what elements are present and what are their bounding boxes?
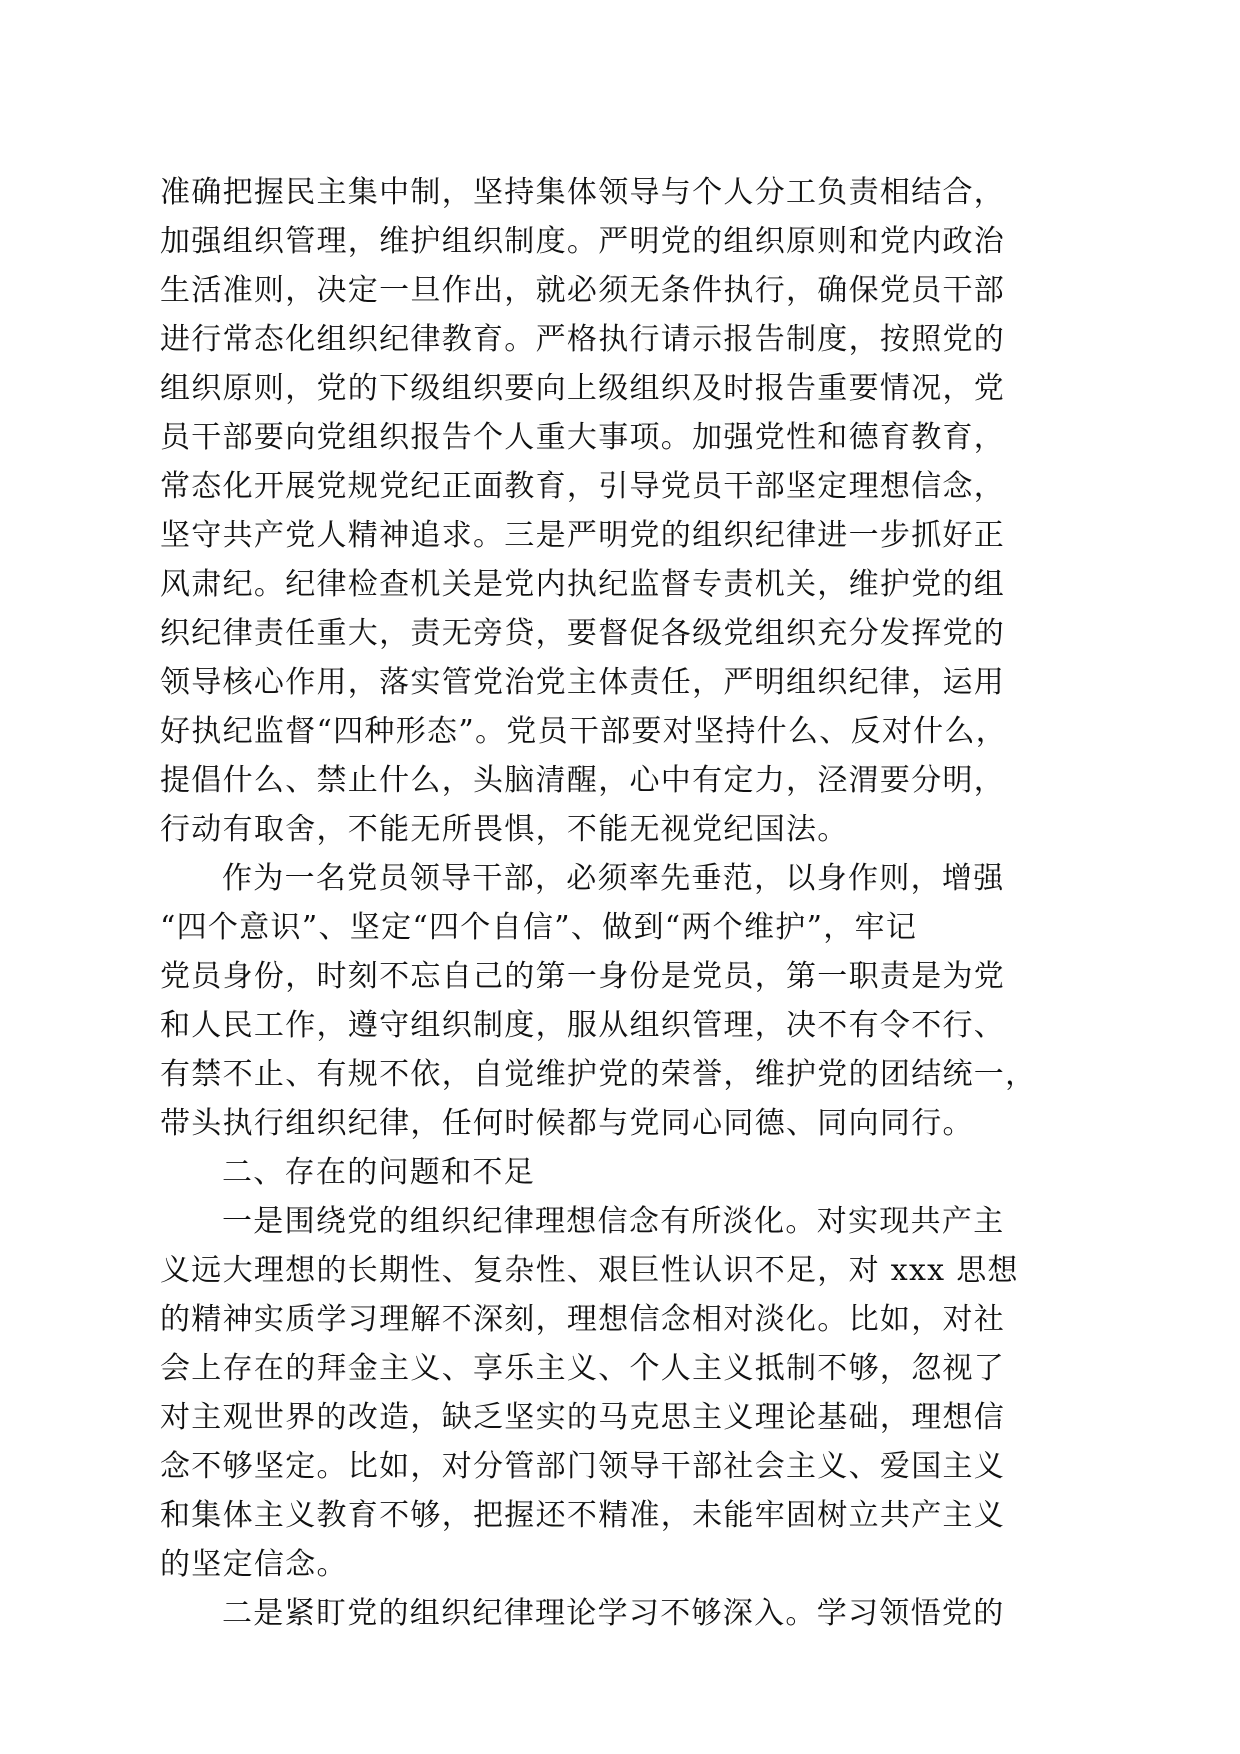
text-line: 带头执行组织纪律，任何时候都与党同心同德、同向同行。 [160,1106,974,1141]
text-line: 行动有取舍，不能无所畏惧，不能无视党纪国法。 [160,812,849,847]
paragraph-theory-study [160,1589,1080,1638]
text-line: 进行常态化组织纪律教育。严格执行请示报告制度，按照党的 [160,322,1006,357]
text-line: 的精神实质学习理解不深刻，理想信念相对淡化。比如，对社 [160,1302,1006,1337]
text-line: 有禁不止、有规不依，自觉维护党的荣誉，维护党的团结统一， [160,1057,1037,1092]
text-line: 准确把握民主集中制，坚持集体领导与个人分工负责相结合， [160,175,1006,210]
section-heading: 二、存在的问题和不足 [222,1155,535,1190]
text-line: 生活准则，决定一旦作出，就必须无条件执行，确保党员干部 [160,273,1006,308]
text-line: 和人民工作，遵守组织制度，服从组织管理，决不有令不行、 [160,1008,1006,1043]
document-body [160,168,1080,1638]
text-line: 会上存在的拜金主义、享乐主义、个人主义抵制不够，忽视了 [160,1351,1006,1386]
text-line: 组织原则，党的下级组织要向上级组织及时报告重要情况，党 [160,371,1006,406]
text-line: 的坚定信念。 [160,1547,348,1582]
text-line: 一是围绕党的组织纪律理想信念有所淡化。对实现共产主 [222,1204,1005,1239]
text-line: 常态化开展党规党纪正面教育，引导党员干部坚定理想信念， [160,469,1006,504]
text-line: 对主观世界的改造，缺乏坚实的马克思主义理论基础，理想信 [160,1400,1006,1435]
text-line: 加强组织管理，维护组织制度。严明党的组织原则和党内政治 [160,224,1006,259]
text-line: 和集体主义教育不够，把握还不精准，未能牢固树立共产主义 [160,1498,1006,1533]
text-line: 员干部要向党组织报告个人重大事项。加强党性和德育教育， [160,420,1006,455]
text-line: “四个意识”、坚定“四个自信”、做到“两个维护”，牢记 [160,910,918,945]
text-line: 坚守共产党人精神追求。三是严明党的组织纪律进一步抓好正 [160,518,1006,553]
paragraph-party-leader [160,854,1080,1148]
text-line: 作为一名党员领导干部，必须率先垂范，以身作则，增强 [222,861,1005,896]
text-line: 义远大理想的长期性、复杂性、艰巨性认识不足，对 xxx 思想 [160,1253,1019,1288]
text-line: 二是紧盯党的组织纪律理论学习不够深入。学习领悟党的 [222,1596,1005,1631]
text-line: 念不够坚定。比如，对分管部门领导干部社会主义、爱国主义 [160,1449,1006,1484]
text-line: 领导核心作用，落实管党治党主体责任，严明组织纪律，运用 [160,665,1006,700]
text-line: 风肃纪。纪律检查机关是党内执纪监督专责机关，维护党的组 [160,567,1006,602]
text-line: 提倡什么、禁止什么，头脑清醒，心中有定力，泾渭要分明， [160,763,1006,798]
text-line: 好执纪监督“四种形态”。党员干部要对坚持什么、反对什么， [160,714,1008,749]
paragraph-ideals-weakened [160,1197,1080,1589]
text-line: 织纪律责任重大，责无旁贷，要督促各级党组织充分发挥党的 [160,616,1006,651]
text-line: 党员身份，时刻不忘自己的第一身份是党员，第一职责是为党 [160,959,1006,994]
paragraph-organization-discipline [160,168,1080,854]
